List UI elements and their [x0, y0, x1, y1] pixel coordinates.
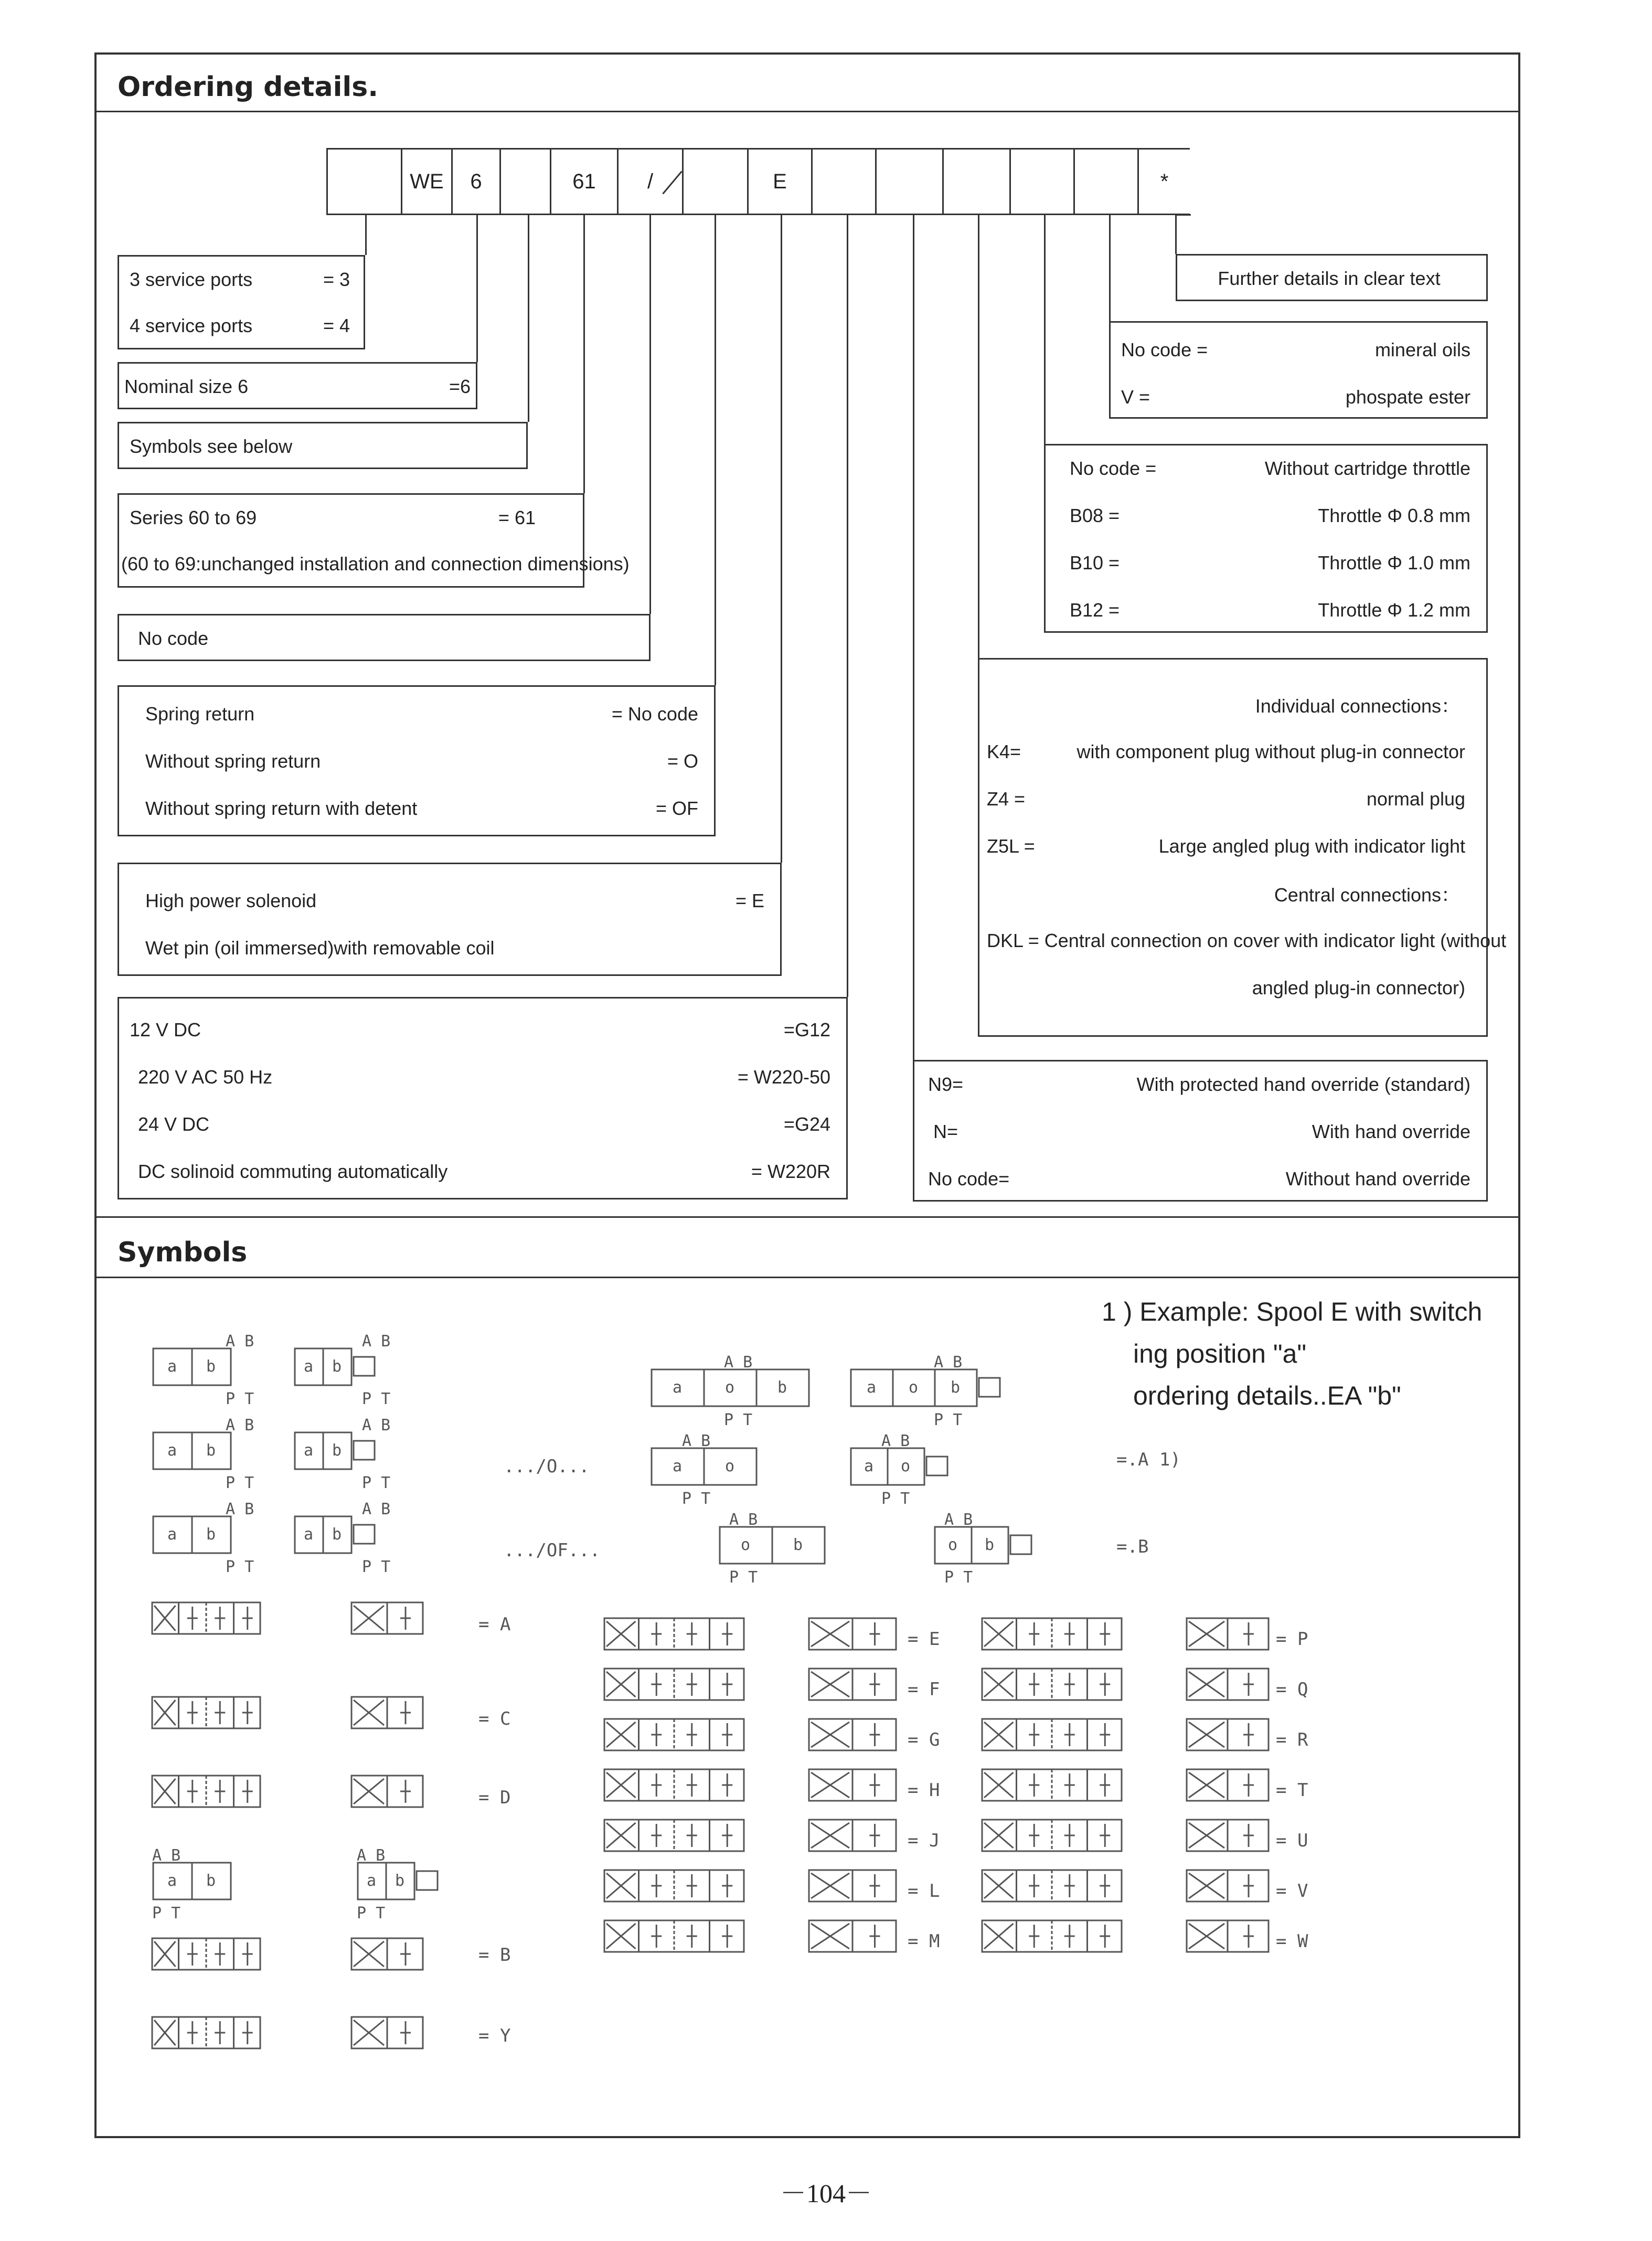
spool-symbol [808, 1666, 897, 1703]
spool-symbol [350, 1936, 424, 1973]
cell-letter: b [985, 1536, 995, 1554]
cell-letter: o [909, 1378, 919, 1397]
cell-letter: b [793, 1536, 803, 1554]
n9-label: N9= [928, 1074, 964, 1095]
ports-4-value: = 4 [323, 315, 350, 336]
port-label-ab: A B [362, 1500, 391, 1518]
spring-return-value: = No code [611, 703, 698, 725]
cell-letter: b [777, 1378, 787, 1397]
symbols-title: Symbols [118, 1237, 248, 1268]
k4-value: with component plug without plug-in connector [1077, 741, 1465, 762]
throttle-b08-label: B08 = [1070, 505, 1120, 526]
code-cell [942, 148, 1009, 215]
cell-letter: a [167, 1357, 177, 1376]
detent-value: = OF [655, 798, 698, 819]
port-label-pt: P T [152, 1904, 181, 1923]
cell-letter: b [951, 1378, 961, 1397]
spool-symbol [1186, 1868, 1270, 1905]
code-cell [875, 148, 942, 215]
override-nocode-value: Without hand override [1285, 1168, 1470, 1189]
port-label-ab: A B [881, 1432, 910, 1450]
solenoid-value: = E [735, 890, 764, 911]
spring-box [118, 685, 716, 836]
individual-conn-heading: Individual connections： [1255, 695, 1460, 717]
series-note: (60 to 69:unchanged installation and connection dimensions) [121, 553, 630, 575]
z4-label: Z4 = [987, 788, 1026, 810]
cell-letter: a [304, 1441, 314, 1460]
port-label-pt: P T [362, 1474, 391, 1492]
spool-symbol [350, 1695, 424, 1732]
port-label-pt: P T [226, 1558, 254, 1576]
nominal-size-value: =6 [449, 376, 471, 397]
connector-line [528, 215, 529, 422]
z5l-label: Z5L = [987, 835, 1035, 857]
port-label-ab: A B [362, 1332, 391, 1351]
voltage-12v-label: 12 V DC [130, 1019, 201, 1040]
spool-symbol [603, 1868, 745, 1905]
spool-symbol [603, 1666, 745, 1703]
port-label-pt: P T [881, 1490, 910, 1508]
series-box [118, 493, 630, 588]
label-spool-f: = F [908, 1679, 940, 1700]
ordering-title: Ordering details. [118, 71, 378, 103]
label-spool-j: = J [908, 1830, 940, 1851]
spool-symbol [1186, 1767, 1270, 1804]
port-label-pt: P T [682, 1490, 711, 1508]
spool-symbol [981, 1818, 1123, 1854]
spool-symbol [1186, 1666, 1270, 1703]
no-spring-value: = O [667, 750, 698, 772]
valve-symbol [651, 1348, 829, 1432]
code-cell: / [617, 148, 682, 215]
connector-line [978, 215, 979, 658]
valve-symbol [719, 1506, 845, 1590]
code-cell: 61 [550, 148, 617, 215]
port-label-ab: A B [724, 1353, 753, 1372]
label-spool-p: = P [1276, 1629, 1308, 1650]
n-value: With hand override [1312, 1121, 1470, 1142]
spool-symbol [1186, 1918, 1270, 1955]
connector-line [365, 215, 367, 255]
cell-letter: b [206, 1441, 216, 1460]
further-details-text: Further details in clear text [1218, 268, 1441, 289]
cell-letter: a [167, 1525, 177, 1544]
solenoid-box [118, 863, 782, 976]
spool-symbol [603, 1918, 745, 1955]
ports-box [118, 255, 365, 349]
spool-symbol [808, 1868, 897, 1905]
spool-symbol [808, 1717, 897, 1754]
spool-symbol [603, 1616, 745, 1653]
detent-label: Without spring return with detent [145, 798, 418, 819]
cell-letter: b [206, 1872, 216, 1890]
spool-symbol [981, 1767, 1123, 1804]
symbols-header [97, 1216, 1518, 1278]
cell-letter: o [725, 1457, 735, 1475]
code-cell [1009, 148, 1073, 215]
nominal-size-label: Nominal size 6 [124, 376, 249, 397]
code-cell [1073, 148, 1137, 215]
label-spool-a: = A [478, 1614, 511, 1635]
spool-symbol [151, 1936, 261, 1973]
port-label-pt: P T [357, 1904, 386, 1923]
label-spool-d: = D [478, 1787, 511, 1808]
ordering-header [97, 55, 1518, 112]
port-label-pt: P T [226, 1390, 254, 1408]
cell-letter: b [332, 1357, 342, 1376]
code-cell: E [747, 148, 811, 215]
cell-letter: a [673, 1378, 683, 1397]
dkl-note: angled plug-in connector) [1252, 977, 1465, 999]
spring-return-label: Spring return [145, 703, 255, 725]
symbols-see-text: Symbols see below [130, 436, 293, 457]
valve-symbol [934, 1506, 1060, 1590]
example-line-3: ordering details..EA "b" [1133, 1381, 1401, 1410]
electrical-box [978, 658, 1507, 1037]
code-cell [682, 148, 747, 215]
throttle-b08-value: Throttle Φ 0.8 mm [1318, 505, 1470, 526]
connector-line [781, 215, 782, 863]
connector-line [649, 215, 651, 614]
label-spool-v: = V [1276, 1881, 1308, 1902]
valve-symbol [294, 1327, 403, 1411]
connector-line [476, 215, 478, 362]
throttle-nocode-value: Without cartridge throttle [1264, 458, 1470, 479]
cell-letter: o [725, 1378, 735, 1397]
spool-symbol [603, 1717, 745, 1754]
example-note [1102, 1291, 1482, 1417]
fluid-nocode-label: No code = [1121, 339, 1208, 360]
voltage-auto-value: = W220R [751, 1161, 830, 1182]
connector-line [913, 215, 914, 1060]
connector-line [1109, 215, 1111, 321]
code-cell [326, 148, 401, 215]
cell-letter: o [948, 1536, 958, 1554]
further-details-box [1176, 254, 1488, 301]
label-spool-r: = R [1276, 1729, 1308, 1750]
label-spool-l: = L [908, 1881, 940, 1902]
port-label-pt: P T [934, 1411, 963, 1429]
spool-symbol [1186, 1616, 1270, 1653]
cell-letter: b [332, 1525, 342, 1544]
solenoid-label: High power solenoid [145, 890, 317, 911]
spool-symbol [603, 1818, 745, 1854]
port-label-ab: A B [152, 1846, 181, 1865]
port-label-pt: P T [724, 1411, 753, 1429]
label-spool-w: = W [1276, 1931, 1308, 1952]
cell-letter: b [206, 1357, 216, 1376]
port-label-ab: A B [362, 1416, 391, 1435]
spool-symbol [350, 2015, 424, 2052]
cell-letter: o [901, 1457, 911, 1475]
cell-letter: b [332, 1441, 342, 1460]
symbols-see-box [118, 422, 528, 469]
throttle-b10-value: Throttle Φ 1.0 mm [1318, 552, 1470, 573]
port-label-ab: A B [226, 1416, 254, 1435]
cell-letter: a [304, 1525, 314, 1544]
port-label-ab: A B [934, 1353, 963, 1372]
cell-letter: a [864, 1457, 874, 1475]
spool-symbol [981, 1918, 1123, 1955]
connector-line [1175, 215, 1177, 254]
spool-symbol [981, 1717, 1123, 1754]
cell-letter: a [673, 1457, 683, 1475]
voltage-box [118, 997, 848, 1199]
wet-pin-label: Wet pin (oil immersed)with removable coil [145, 937, 495, 959]
voltage-12v-value: =G12 [783, 1019, 830, 1040]
spool-symbol [151, 2015, 261, 2052]
spool-symbol [151, 1773, 261, 1810]
z4-value: normal plug [1366, 788, 1465, 810]
cell-letter: a [167, 1872, 177, 1890]
port-label-pt: P T [362, 1390, 391, 1408]
override-nocode-label: No code= [928, 1168, 1010, 1189]
spool-symbol [350, 1773, 424, 1810]
code-cell: WE [401, 148, 451, 215]
code-cell: 6 [451, 148, 499, 215]
fluid-nocode-value: mineral oils [1374, 339, 1470, 360]
valve-symbol [294, 1495, 403, 1579]
override-box [913, 1060, 1488, 1202]
connector-line [583, 215, 585, 493]
throttle-b10-label: B10 = [1070, 552, 1120, 573]
valve-symbol [357, 1842, 466, 1926]
port-label-ab: A B [226, 1332, 254, 1351]
voltage-auto-label: DC solinoid commuting automatically [138, 1161, 448, 1182]
throttle-box [1044, 444, 1488, 633]
spool-symbol [603, 1767, 745, 1804]
spool-symbol [808, 1818, 897, 1854]
throttle-nocode-label: No code = [1070, 458, 1157, 479]
connector-line [847, 215, 848, 997]
n-label: N= [933, 1121, 958, 1142]
spool-symbol [151, 1695, 261, 1732]
valve-symbol [152, 1327, 254, 1411]
spool-symbol [808, 1616, 897, 1653]
spool-symbol [981, 1666, 1123, 1703]
fluid-v-value: phospate ester [1345, 386, 1470, 408]
nominal-size-box [118, 362, 477, 409]
label-spool-b: = B [478, 1945, 511, 1966]
fluid-box [1109, 321, 1488, 419]
port-label-pt: P T [729, 1568, 758, 1587]
throttle-b12-value: Throttle Φ 1.2 mm [1318, 599, 1470, 621]
port-label-ab: A B [944, 1511, 973, 1529]
cell-letter: a [167, 1441, 177, 1460]
no-spring-label: Without spring return [145, 750, 321, 772]
label-spool-y: = Y [478, 2025, 511, 2046]
label-spool-t: = T [1276, 1780, 1308, 1801]
cell-letter: o [741, 1536, 751, 1554]
label-of: .../OF... [504, 1540, 601, 1561]
port-label-ab: A B [357, 1846, 386, 1865]
spool-symbol [808, 1767, 897, 1804]
nocode-text: No code [138, 628, 209, 649]
spool-symbol [808, 1918, 897, 1955]
page-number: －104－ [780, 2179, 872, 2208]
ports-3-value: = 3 [323, 269, 350, 290]
code-cell [811, 148, 875, 215]
label-spool-u: = U [1276, 1830, 1308, 1851]
fluid-v-label: V = [1121, 386, 1150, 408]
port-label-ab: A B [682, 1432, 711, 1450]
cell-letter: b [395, 1872, 405, 1890]
cell-letter: a [867, 1378, 877, 1397]
series-label: Series 60 to 69 [130, 507, 257, 528]
label-spool-c: = C [478, 1708, 511, 1729]
label-spool-h: = H [908, 1780, 940, 1801]
throttle-b12-label: B12 = [1070, 599, 1120, 621]
n9-value: With protected hand override (standard) [1136, 1074, 1470, 1095]
spool-symbol [1186, 1717, 1270, 1754]
label-spool-m: = M [908, 1931, 940, 1952]
code-cell [499, 148, 550, 215]
valve-symbol [152, 1842, 251, 1926]
label-b1: =.B [1116, 1536, 1149, 1557]
cell-letter: a [304, 1357, 314, 1376]
valve-symbol [294, 1411, 403, 1495]
label-a1: =.A 1) [1116, 1449, 1181, 1470]
series-value: = 61 [498, 507, 536, 528]
voltage-220v-label: 220 V AC 50 Hz [138, 1066, 273, 1088]
voltage-24v-label: 24 V DC [138, 1113, 210, 1135]
example-line-1: 1 ) Example: Spool E with switch [1102, 1297, 1483, 1326]
voltage-24v-value: =G24 [783, 1113, 830, 1135]
valve-symbol [651, 1427, 776, 1511]
dkl-label: DKL = Central connection on cover with indicator light (without [987, 930, 1507, 951]
nocode-box [118, 614, 651, 661]
k4-label: K4= [987, 741, 1021, 762]
port-label-pt: P T [226, 1474, 254, 1492]
port-label-ab: A B [729, 1511, 758, 1529]
port-label-pt: P T [944, 1568, 973, 1587]
spool-symbol [1186, 1818, 1270, 1854]
central-conn-heading: Central connections： [1274, 884, 1460, 906]
valve-symbol [152, 1495, 254, 1579]
label-spool-e: = E [908, 1629, 940, 1650]
voltage-220v-value: = W220-50 [737, 1066, 830, 1088]
code-bar-top [326, 148, 1190, 150]
ports-3-label: 3 service ports [130, 269, 253, 290]
valve-symbol [152, 1411, 254, 1495]
connector-line [1044, 215, 1046, 444]
spool-symbol [350, 1600, 424, 1637]
cell-letter: a [367, 1872, 377, 1890]
valve-symbol [850, 1427, 976, 1511]
ports-4-label: 4 service ports [130, 315, 253, 336]
label-spool-q: = Q [1276, 1679, 1308, 1700]
spool-symbol [981, 1868, 1123, 1905]
spool-symbol [151, 1600, 261, 1637]
port-label-pt: P T [362, 1558, 391, 1576]
label-o: .../O... [504, 1456, 590, 1477]
port-label-ab: A B [226, 1500, 254, 1518]
connector-line [715, 215, 716, 685]
code-cell: * [1137, 148, 1190, 215]
valve-symbol [850, 1348, 1028, 1432]
spool-symbol [981, 1616, 1123, 1653]
cell-letter: b [206, 1525, 216, 1544]
example-line-2: ing position "a" [1133, 1339, 1307, 1368]
connector-line [1175, 214, 1191, 216]
z5l-value: Large angled plug with indicator light [1158, 835, 1465, 857]
label-spool-g: = G [908, 1729, 940, 1750]
